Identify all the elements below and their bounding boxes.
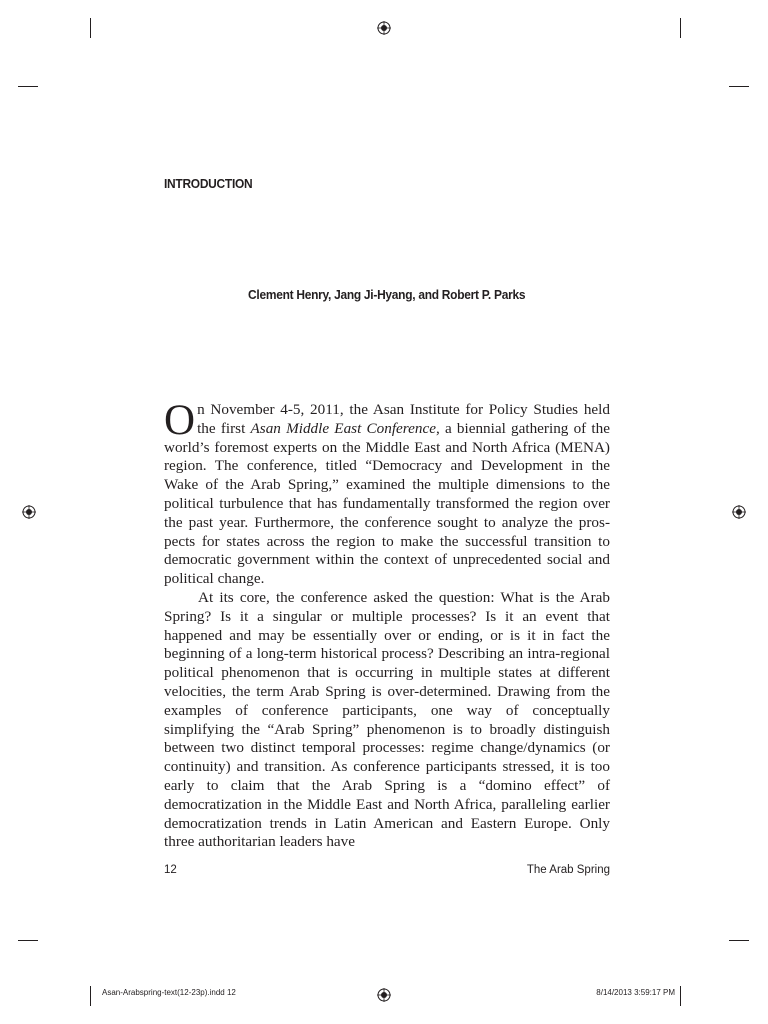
crop-mark: [18, 940, 38, 941]
registration-mark-icon: [732, 505, 746, 519]
crop-mark: [90, 986, 91, 1006]
conference-title: Asan Middle East Conference: [250, 419, 436, 437]
authors-text: Clement Henry, Jang Ji-Hyang, and Robert P. Parks: [248, 287, 526, 302]
paragraph-text: n November 4-5, 2011, the Asan Institute for Policy Studies held the first: [197, 401, 610, 437]
running-title: The Arab Spring: [526, 864, 610, 876]
registration-mark-icon: [377, 21, 391, 35]
paragraph: At its core, the conference asked the question: What is the Arab Spring? Is it a singular or multiple processes? Is it an event that happened and may be essentially over or ending, or is it in fact the beginning of a long-term historical process? Describing an intra-regional political phenomenon that is occurring in multiple states at different velocities, the term Arab Spring is over-determined. Drawing from the examples of conference participants, one way of conceptually simplifying the “Arab Spring” phenomenon is to broadly distinguish between two distinct temporal processes: regime change/dynamics (or continuity) and transition. As conference participants stressed, it is too early to claim that the Arab Spring is a “domino effect” of democratization in the Middle East and North Africa, paralleling earlier democratization trends in Latin American and Eastern Europe. Only three authoritarian leaders have: [164, 588, 610, 851]
slug-filename: Asan-Arabspring-text(12-23p).indd 12: [102, 988, 236, 997]
crop-mark: [680, 18, 681, 38]
paragraph-text: , a biennial gathering of the world’s foremost experts on the Middle East and North Africa (MENA) region. The conference, titled “Democracy and Development in the Wake of the Arab Spring,” examined the multiple dimensions to the political turbulence that has fundamentally transformed the region over the past year. Furthermore, the conference sought to analyze the prospects for states across the region to make the successful transition to democratic government within the context of unprecedented social and political change.: [164, 419, 610, 588]
drop-cap: O: [164, 397, 196, 444]
author-line: [164, 287, 610, 302]
crop-mark: [680, 986, 681, 1006]
body-text: [164, 397, 610, 852]
crop-mark: [729, 86, 749, 87]
paragraph: [164, 397, 610, 589]
crop-mark: [729, 940, 749, 941]
chapter-heading: INTRODUCTION: [164, 176, 253, 191]
crop-mark: [90, 18, 91, 38]
crop-mark: [18, 86, 38, 87]
slug-timestamp: 8/14/2013 3:59:17 PM: [596, 988, 675, 997]
page-number: 12: [164, 864, 177, 876]
registration-mark-icon: [22, 505, 36, 519]
registration-mark-icon: [377, 988, 391, 1002]
